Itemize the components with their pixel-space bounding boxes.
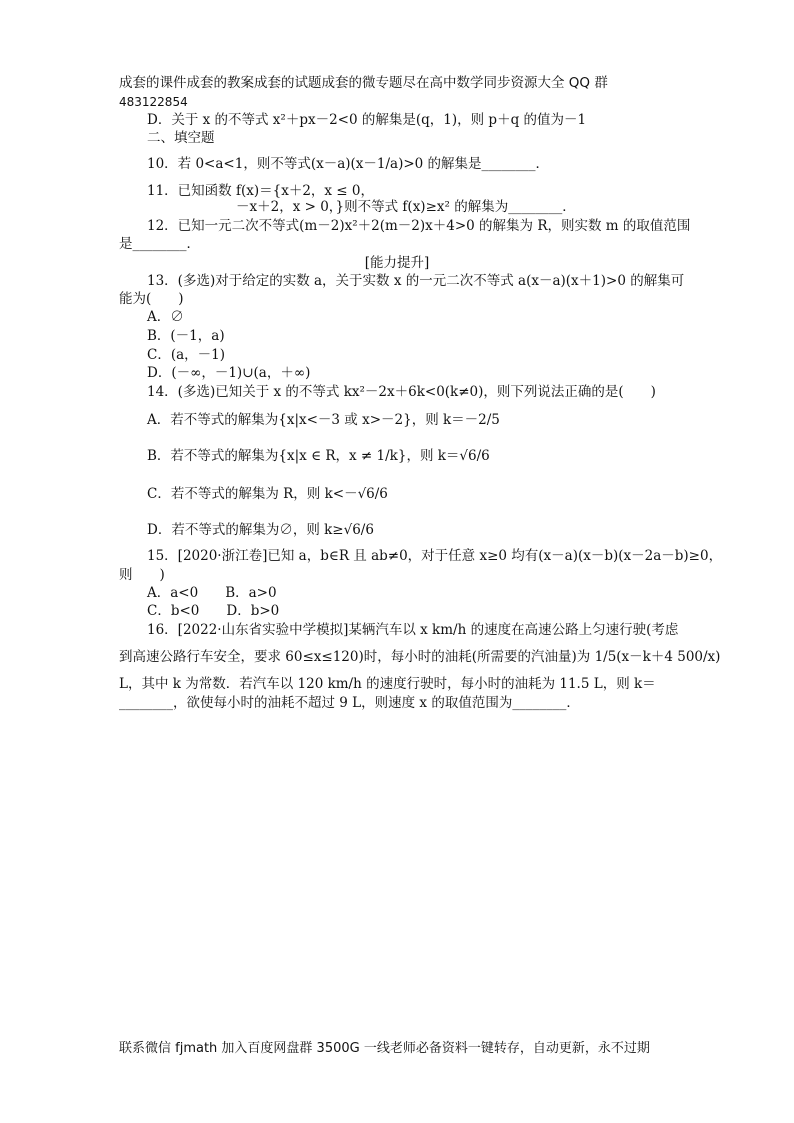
- question-13-option-d: D．(－∞，－1)∪(a，＋∞): [147, 365, 311, 381]
- question-12-line-2: 是________．: [119, 236, 200, 252]
- question-15-options-ab: A．a<0 B．a>0: [147, 585, 277, 601]
- question-10: 10．若 0<a<1，则不等式(x－a)(x－1/a)>0 的解集是________．: [147, 156, 550, 172]
- question-13-option-b: B．(－1，a): [147, 328, 225, 344]
- question-16-line-4: ________，欲使每小时的油耗不超过 9 L，则速度 x 的取值范围为________．: [119, 695, 580, 711]
- question-11-line-1: 11．已知函数 f(x)＝{x＋2，x ≤ 0，: [147, 183, 375, 199]
- question-15-options-cd: C．b<0 D．b>0: [147, 603, 280, 619]
- question-13-option-a: A．∅: [147, 309, 184, 325]
- question-15-line-1: 15．[2020·浙江卷]已知 a，b∈R 且 ab≠0，对于任意 x≥0 均有(x－a)(x－b)(x－2a－b)≥0，: [147, 548, 723, 564]
- question-14-option-b: B．若不等式的解集为{x|x ∈ R，x ≠ 1/k}，则 k＝√6/6: [147, 448, 490, 464]
- question-9-option-d: D．关于 x 的不等式 x²＋px－2<0 的解集是(q，1)，则 p＋q 的值为－1: [147, 112, 587, 128]
- header-line-1: 成套的课件成套的教案成套的试题成套的微专题尽在高中数学同步资源大全 QQ 群: [119, 75, 608, 91]
- question-14-option-a: A．若不等式的解集为{x|x<－3 或 x>－2}，则 k＝－2/5: [147, 412, 500, 428]
- section-heading-fill-blank: 二、填空题: [147, 130, 215, 146]
- question-14-option-c: C．若不等式的解集为 R，则 k<－√6/6: [147, 486, 388, 502]
- question-11-line-2: －x＋2，x > 0，}则不等式 f(x)≥x² 的解集为________．: [236, 199, 576, 215]
- question-12-line-1: 12．已知一元二次不等式(m－2)x²＋2(m－2)x＋4>0 的解集为 R，则实数 m 的取值范围: [147, 218, 691, 234]
- question-13-line-2: 能为( ): [119, 291, 184, 307]
- header-line-2: 483122854: [119, 95, 188, 109]
- footer-text: 联系微信 fjmath 加入百度网盘群 3500G 一线老师必备资料一键转存，自动更新，永不过期: [119, 1041, 650, 1056]
- question-13-line-1: 13．(多选)对于给定的实数 a，关于实数 x 的一元二次不等式 a(x－a)(x＋1)>0 的解集可: [147, 273, 685, 289]
- section-heading-ability: [能力提升]: [364, 255, 430, 271]
- question-16-line-3: L，其中 k 为常数．若汽车以 120 km/h 的速度行驶时，每小时的油耗为 11.5 L，则 k＝: [119, 676, 656, 692]
- question-15-line-2: 则 ): [119, 567, 165, 583]
- question-16-line-2: 到高速公路行车安全，要求 60≤x≤120)时，每小时的油耗(所需要的汽油量)为 1/5(x－k＋4 500/x): [119, 649, 721, 665]
- question-16-line-1: 16．[2022·山东省实验中学模拟]某辆汽车以 x km/h 的速度在高速公路上匀速行驶(考虑: [147, 622, 679, 638]
- question-14-option-d: D．若不等式的解集为∅，则 k≥√6/6: [147, 522, 374, 538]
- question-14: 14．(多选)已知关于 x 的不等式 kx²－2x＋6k<0(k≠0)，则下列说法正确的是( ): [147, 384, 656, 400]
- question-13-option-c: C．(a，－1): [147, 347, 226, 363]
